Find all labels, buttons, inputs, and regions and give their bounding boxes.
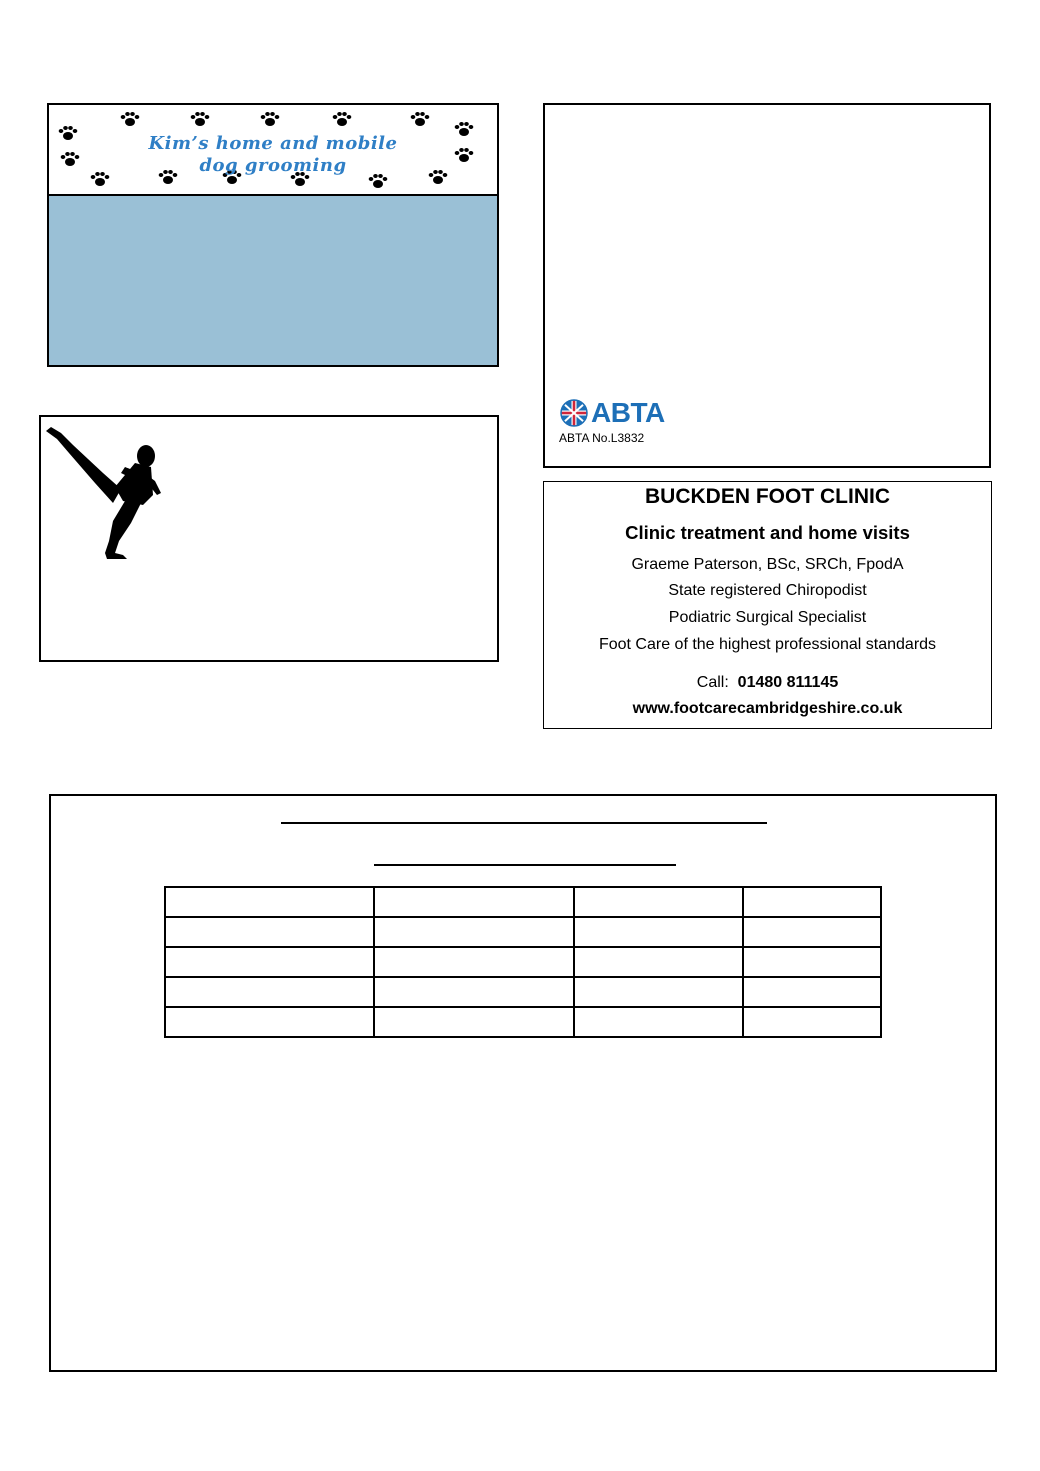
- dog-grooming-header: [49, 105, 497, 196]
- table-row: [165, 887, 881, 917]
- table-cell: [374, 1007, 574, 1037]
- table-row: [165, 1007, 881, 1037]
- abta-logo-text: ABTA: [591, 397, 665, 428]
- table-cell: [165, 1007, 374, 1037]
- table-cell: [574, 1007, 743, 1037]
- martial-arts-ad: [39, 415, 499, 662]
- foot-clinic-title: BUCKDEN FOOT CLINIC: [645, 485, 890, 508]
- karate-kick-silhouette-icon: [43, 423, 163, 561]
- foot-clinic-practitioner: Graeme Paterson, BSc, SRCh, FpodA: [631, 556, 904, 573]
- paw-print-icon: [57, 125, 79, 141]
- paw-print-icon: [59, 151, 81, 167]
- table-cell: [374, 947, 574, 977]
- paw-print-icon: [259, 111, 281, 127]
- paw-print-icon: [331, 111, 353, 127]
- foot-clinic-ad: [543, 481, 992, 729]
- table-cell: [574, 887, 743, 917]
- foot-clinic-website: www.footcarecambridgeshire.co.uk: [632, 700, 903, 717]
- dog-grooming-title-line2: dog grooming: [199, 155, 347, 176]
- lower-notice-box: [49, 794, 997, 1372]
- heading-rule: [281, 822, 767, 824]
- dog-grooming-title-line1: Kim’s home and mobile: [148, 133, 398, 154]
- subheading-rule: [374, 864, 676, 866]
- table-cell: [743, 947, 881, 977]
- table-cell: [374, 887, 574, 917]
- dog-grooming-ad: [47, 103, 499, 367]
- table-cell: [574, 977, 743, 1007]
- foot-clinic-call-label: Call:: [696, 674, 729, 691]
- foot-clinic-specialism: Podiatric Surgical Specialist: [668, 609, 867, 626]
- table-cell: [165, 887, 374, 917]
- table-cell: [743, 917, 881, 947]
- info-table: [164, 886, 882, 1038]
- abta-number: ABTA No.L3832: [559, 431, 645, 445]
- table-cell: [165, 977, 374, 1007]
- foot-clinic-phone: 01480 811145: [737, 674, 839, 691]
- table-row: [165, 917, 881, 947]
- dog-grooming-body: [49, 196, 497, 365]
- abta-travel-ad: [543, 103, 991, 468]
- table-cell: [574, 917, 743, 947]
- paw-print-icon: [189, 111, 211, 127]
- foot-clinic-subtitle: Clinic treatment and home visits: [625, 522, 910, 543]
- table-cell: [374, 977, 574, 1007]
- foot-clinic-registration: State registered Chiropodist: [668, 582, 867, 599]
- table-cell: [165, 917, 374, 947]
- paw-print-icon: [119, 111, 141, 127]
- table-cell: [574, 947, 743, 977]
- globe-flag-icon: [559, 398, 589, 428]
- foot-clinic-call-line: [544, 674, 991, 692]
- table-cell: [743, 977, 881, 1007]
- abta-logo: [559, 397, 665, 429]
- paw-print-icon: [409, 111, 431, 127]
- table-cell: [743, 1007, 881, 1037]
- table-row: [165, 977, 881, 1007]
- foot-clinic-tagline: Foot Care of the highest professional standards: [598, 636, 937, 653]
- dog-grooming-title: [89, 133, 457, 177]
- table-row: [165, 947, 881, 977]
- table-cell: [165, 947, 374, 977]
- table-cell: [743, 887, 881, 917]
- table-cell: [374, 917, 574, 947]
